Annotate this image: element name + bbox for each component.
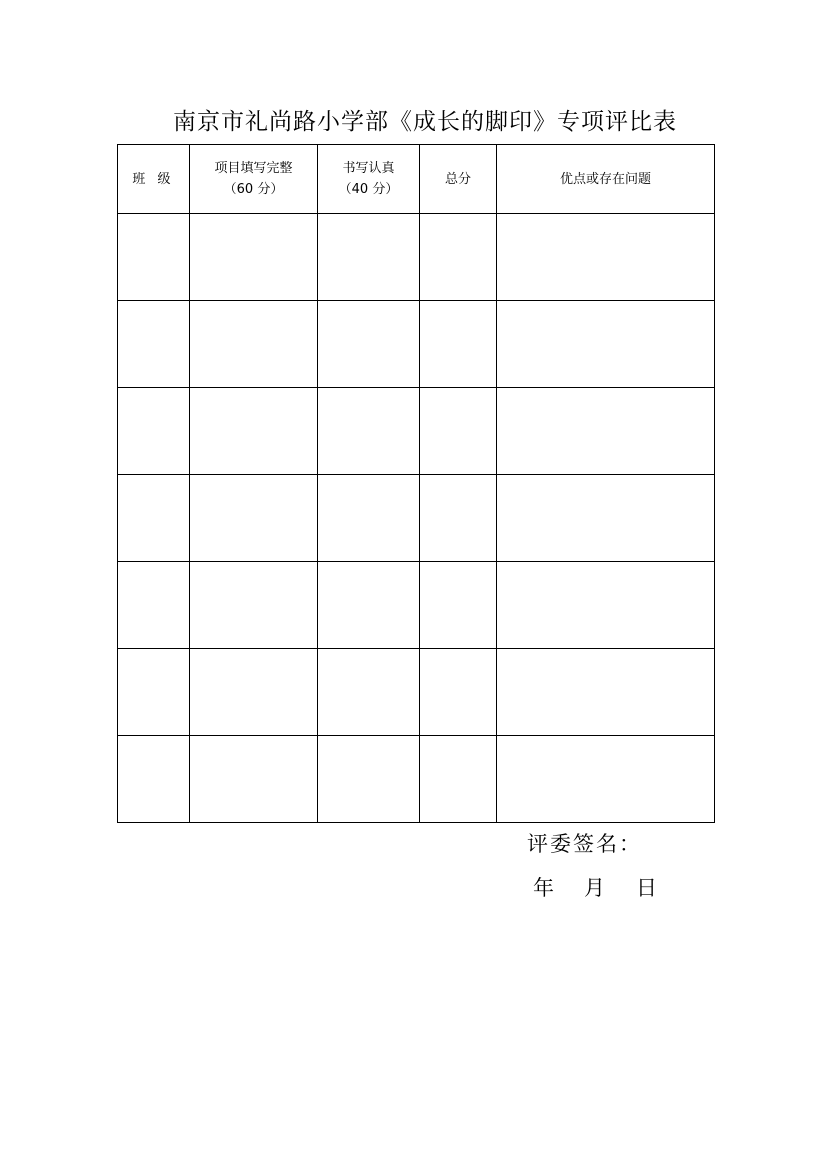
cell-total[interactable] — [420, 388, 497, 475]
cell-class[interactable] — [118, 214, 190, 301]
cell-comments[interactable] — [497, 214, 715, 301]
cell-total[interactable] — [420, 649, 497, 736]
table-row — [118, 562, 715, 649]
date-line — [533, 873, 657, 903]
cell-completeness[interactable] — [190, 475, 318, 562]
header-completeness — [190, 145, 318, 214]
table-row — [118, 214, 715, 301]
header-comments — [497, 145, 715, 214]
cell-total[interactable] — [420, 301, 497, 388]
cell-comments[interactable] — [497, 301, 715, 388]
cell-comments[interactable] — [497, 736, 715, 823]
cell-comments[interactable] — [497, 649, 715, 736]
date-month-label: 月 — [584, 876, 605, 900]
cell-total[interactable] — [420, 214, 497, 301]
cell-class[interactable] — [118, 475, 190, 562]
date-day-label: 日 — [636, 876, 657, 900]
header-completeness-label: 项目填写完整 — [214, 161, 293, 176]
page-title: 南京市礼尚路小学部《成长的脚印》专项评比表 — [173, 109, 677, 135]
judge-signature-label: 评委签名： — [527, 832, 642, 856]
table-row — [118, 301, 715, 388]
header-total — [420, 145, 497, 214]
table-row — [118, 736, 715, 823]
header-class — [118, 145, 190, 214]
header-completeness-points: （60 分） — [223, 182, 284, 197]
table-row — [118, 475, 715, 562]
cell-completeness[interactable] — [190, 214, 318, 301]
cell-class[interactable] — [118, 388, 190, 475]
cell-handwriting[interactable] — [318, 736, 420, 823]
cell-comments[interactable] — [497, 388, 715, 475]
cell-completeness[interactable] — [190, 301, 318, 388]
header-handwriting-points: （40 分） — [338, 182, 399, 197]
cell-handwriting[interactable] — [318, 562, 420, 649]
cell-completeness[interactable] — [190, 388, 318, 475]
cell-class[interactable] — [118, 736, 190, 823]
cell-completeness[interactable] — [190, 736, 318, 823]
date-year-label: 年 — [533, 876, 554, 900]
cell-class[interactable] — [118, 649, 190, 736]
cell-total[interactable] — [420, 475, 497, 562]
header-comments-label: 优点或存在问题 — [559, 171, 651, 187]
table-row — [118, 388, 715, 475]
cell-completeness[interactable] — [190, 649, 318, 736]
cell-total[interactable] — [420, 736, 497, 823]
cell-comments[interactable] — [497, 562, 715, 649]
table-row — [118, 649, 715, 736]
cell-class[interactable] — [118, 562, 190, 649]
header-class-label: 班 级 — [132, 171, 175, 187]
cell-comments[interactable] — [497, 475, 715, 562]
header-handwriting — [318, 145, 420, 214]
header-handwriting-label: 书写认真 — [342, 161, 395, 176]
evaluation-table — [117, 144, 715, 823]
table-header-row — [118, 145, 715, 214]
cell-handwriting[interactable] — [318, 475, 420, 562]
header-total-label: 总分 — [444, 171, 471, 187]
cell-handwriting[interactable] — [318, 214, 420, 301]
cell-completeness[interactable] — [190, 562, 318, 649]
cell-total[interactable] — [420, 562, 497, 649]
cell-handwriting[interactable] — [318, 301, 420, 388]
cell-handwriting[interactable] — [318, 649, 420, 736]
cell-handwriting[interactable] — [318, 388, 420, 475]
cell-class[interactable] — [118, 301, 190, 388]
